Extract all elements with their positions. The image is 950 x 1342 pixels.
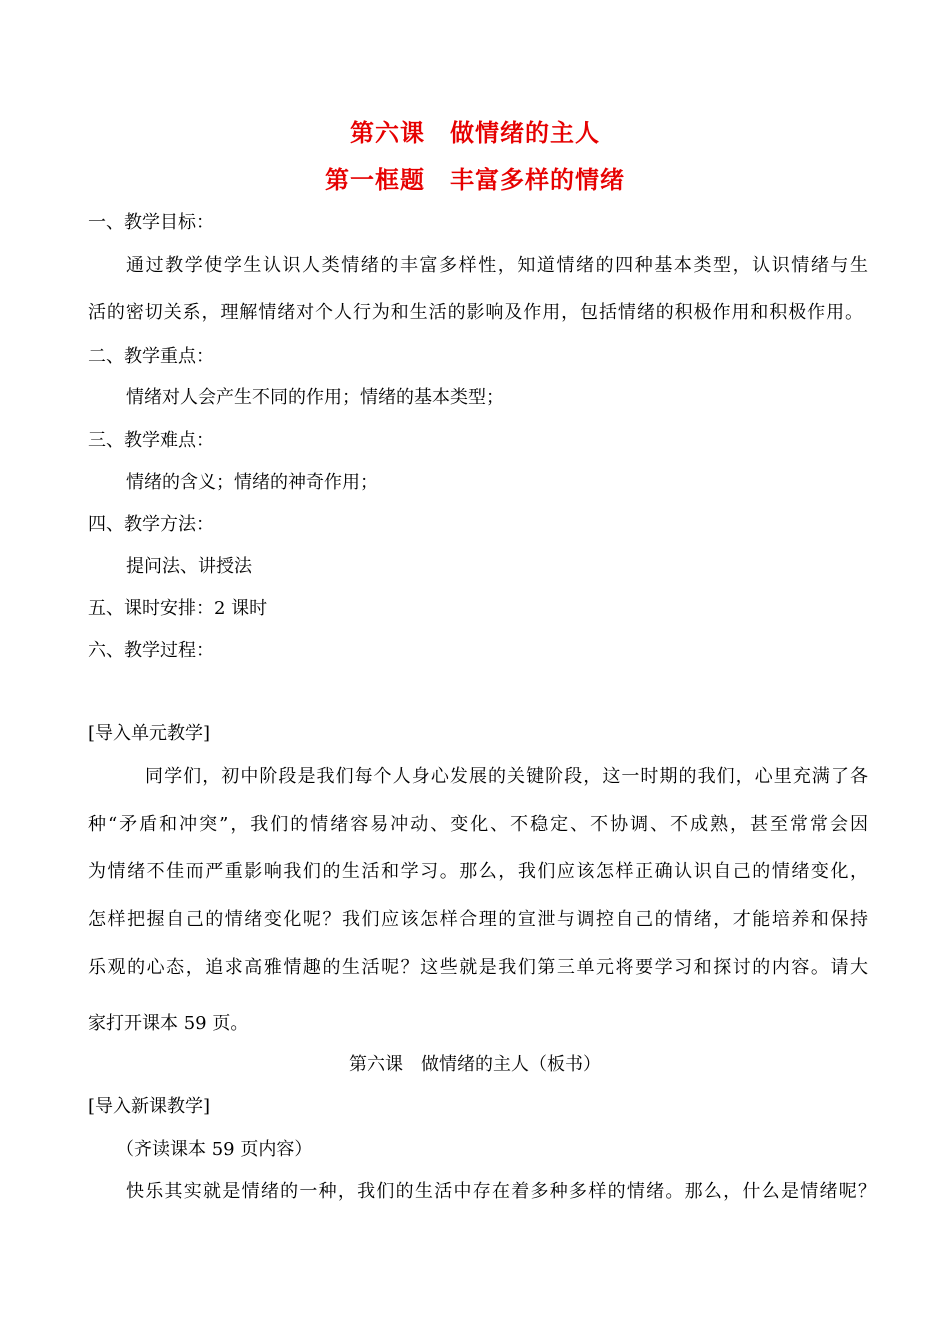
paragraph-line: 为情绪不佳而严重影响我们的生活和学习。那么，我们应该怎样正确认识自己的情绪变化， (88, 861, 868, 882)
paragraph-line: 家打开课本 59 页。 (88, 1013, 249, 1034)
read-aloud-note: （齐读课本 59 页内容） (116, 1139, 313, 1160)
keypoints-text: 情绪对人会产生不同的作用；情绪的基本类型； (126, 387, 504, 408)
difficulties-text: 情绪的含义；情绪的神奇作用； (126, 472, 378, 493)
paragraph-line: 怎样把握自己的情绪变化呢？我们应该怎样合理的宣泄与调控自己的情绪，才能培养和保持 (88, 909, 868, 930)
paragraph-line: 同学们，初中阶段是我们每个人身心发展的关键阶段，这一时期的我们，心里充满了各 (126, 766, 868, 787)
methods-text: 提问法、讲授法 (126, 556, 252, 577)
lesson-title: 第六课 做情绪的主人 (350, 119, 600, 147)
section-heading-schedule: 五、课时安排：2 课时 (88, 598, 268, 619)
board-title: 第六课 做情绪的主人（板书） (349, 1054, 601, 1075)
lesson-subtitle: 第一框题 丰富多样的情绪 (325, 166, 625, 194)
section-heading-methods: 四、教学方法： (88, 514, 214, 535)
intro-new-lesson-label: [导入新课教学] (88, 1096, 211, 1117)
paragraph-line: 乐观的心态，追求高雅情趣的生活呢？这些就是我们第三单元将要学习和探讨的内容。请大 (88, 957, 868, 978)
objectives-text-line: 活的密切关系，理解情绪对个人行为和生活的影响及作用，包括情绪的积极作用和积极作用。 (88, 302, 863, 323)
section-heading-process: 六、教学过程： (88, 640, 214, 661)
paragraph-line: 种“矛盾和冲突”，我们的情绪容易冲动、变化、不稳定、不协调、不成熟，甚至常常会因 (88, 814, 868, 835)
intro-unit-label: [导入单元教学] (88, 723, 211, 744)
section-heading-keypoints: 二、教学重点： (88, 346, 214, 367)
objectives-text-line: 通过教学使学生认识人类情绪的丰富多样性，知道情绪的四种基本类型，认识情绪与生 (126, 255, 868, 276)
section-heading-objectives: 一、教学目标： (88, 212, 214, 233)
paragraph-line: 快乐其实就是情绪的一种，我们的生活中存在着多种多样的情绪。那么，什么是情绪呢？ (126, 1181, 876, 1202)
section-heading-difficulties: 三、教学难点： (88, 430, 214, 451)
